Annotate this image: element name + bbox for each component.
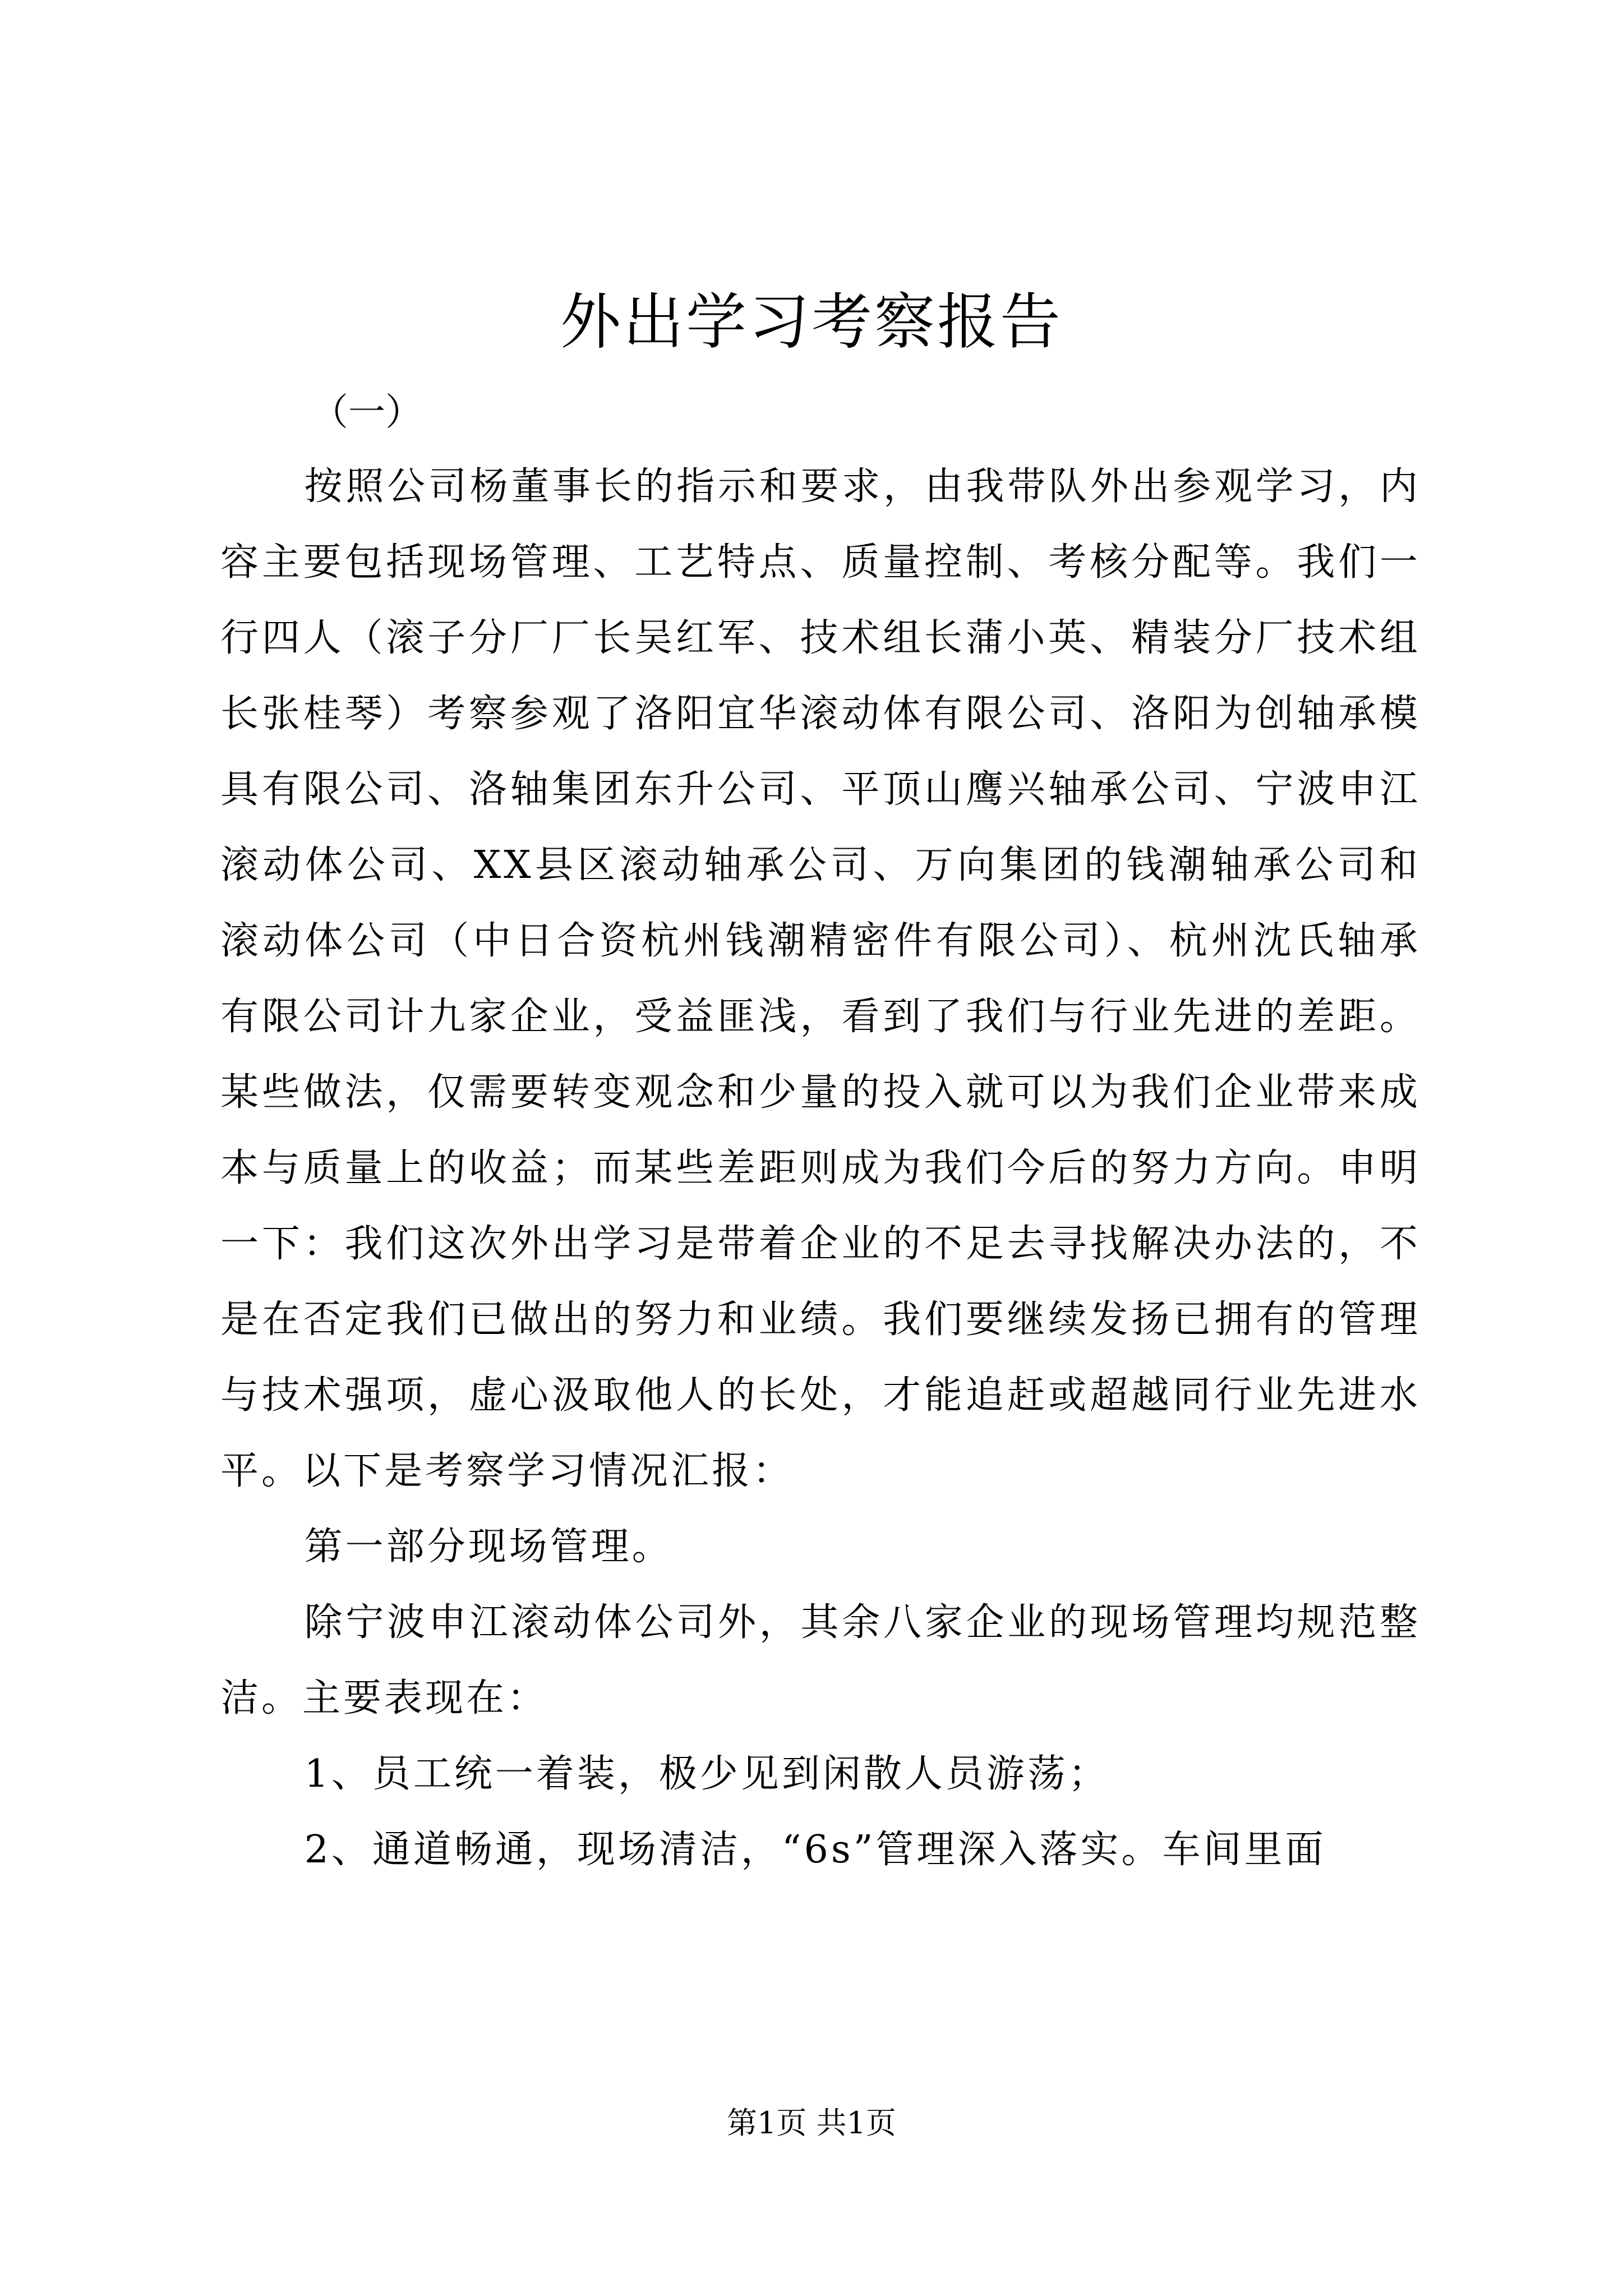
page-footer: 第1页 共1页: [727, 2105, 896, 2141]
paragraph-part-one-heading: 第一部分现场管理。: [304, 1525, 673, 1569]
list-item-2: 2、通道畅通，现场清洁，“6s”管理深入落实。车间里面: [304, 1828, 1326, 1872]
paragraph-site-management: 除宁波申江滚动体公司外，其余八家企业的现场管理均规范整洁。主要表现在：: [220, 1600, 1421, 1720]
section-label: （一）: [311, 390, 422, 434]
document-title: 外出学习考察报告: [560, 287, 1063, 357]
list-item-1: 1、员工统一着装，极少见到闲散人员游荡；: [304, 1752, 1109, 1796]
document-body: [220, 449, 1421, 1888]
paragraph-intro: 按照公司杨董事长的指示和要求，由我带队外出参观学习，内容主要包括现场管理、工艺特点、质量控制、考核分配等。我们一行四人（滚子分厂厂长吴红军、技术组长蒲小英、精装分厂技术组长张桂琴）考察参观了洛阳宜华滚动体有限公司、洛阳为创轴承模具有限公司、洛轴集团东升公司、平顶山鹰兴轴承公司、宁波申江滚动体公司、XX县区滚动轴承公司、万向集团的钱潮轴承公司和滚动体公司（中日合资杭州钱潮精密件有限公司）、杭州沈氏轴承有限公司计九家企业，受益匪浅，看到了我们与行业先进的差距。某些做法，仅需要转变观念和少量的投入就可以为我们企业带来成本与质量上的收益；而某些差距则成为我们今后的努力方向。申明一下：我们这次外出学习是带着企业的不足去寻找解决办法的，不是在否定我们已做出的努力和业绩。我们要继续发扬已拥有的管理与技术强项，虚心汲取他人的长处，才能追赶或超越同行业先进水平。以下是考察学习情况汇报：: [220, 464, 1421, 1493]
